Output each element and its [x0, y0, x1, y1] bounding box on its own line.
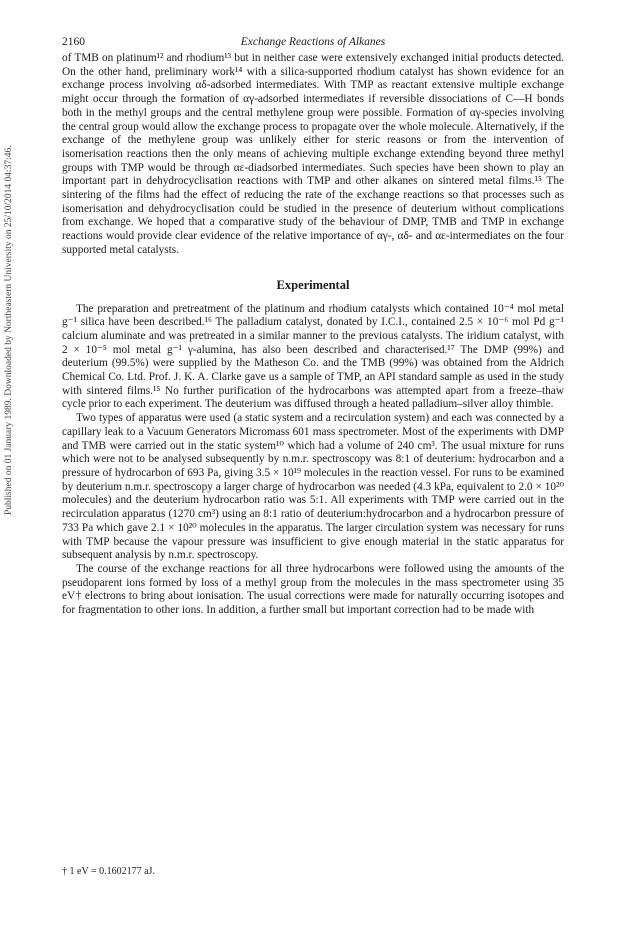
download-notice: Published on 01 January 1989. Downloaded by Northeastern University on 25/10/2014 04:37:46. — [4, 145, 14, 515]
page-content — [62, 36, 564, 618]
experimental-paragraph-1: The preparation and pretreatment of the platinum and rhodium catalysts which contained 10⁻⁴ mol metal g⁻¹ silica have been described.¹⁶ The palladium catalyst, donated by I.C.I., contained 2.5 × 10⁻⁶ mol Pd g⁻¹ calcium aluminate and was pretreated in a similar manner to the previous catalysts. The iridium catalyst, with 2 × 10⁻⁵ mol metal g⁻¹ γ-alumina, has also been described and characterised.¹⁷ The DMP (99%) and deuterium (99.5%) were supplied by the Matheson Co. and the TMB (99%) was obtained from the Aldrich Chemical Co. Ltd. Prof. J. K. A. Clarke gave us a sample of TMP, an API standard sample as used in the study with sintered films.¹⁵ No further purification of the hydrocarbons was attempted apart from a freeze–thaw cycle prior to each experiment. The deuterium was diffused through a heated palladium–silver alloy thimble. — [62, 302, 564, 411]
page-number: 2160 — [62, 36, 85, 48]
intro-paragraph: of TMB on platinum¹² and rhodium¹³ but in neither case were extensively exchanged initial products detected. On the other hand, preliminary work¹⁴ with a silica-supported rhodium catalyst has shown evidence for an exchange process involving αδ-adsorbed intermediates. With TMP as reactant extensive multiple exchange might occur through the formation of αγ-adsorbed intermediates if reversible dissociations of C—H bonds both in the methyl groups and the central methylene group were possible. Formation of αγ-species involving the central group would allow the exchange process to propagate over the whole molecule. Alternatively, if the exchange of the methylene group was unlikely either for steric reasons or from the intervention of isomerisation reactions then the only means of achieving multiple exchange extending beyond three methyl groups with TMP would be through αε-diadsorbed intermediates. Such species have been shown to play an important part in dehydrocyclisation reactions with TMP and other alkanes on sintered metal films.¹⁵ The sintering of the films had the effect of reducing the rate of the exchange reactions so that processes such as isomerisation and dehydrocyclisation could be studied in the presence of deuterium without complications from exchange. We hoped that a comparative study of the behaviour of DMP, TMB and TMP in exchange reactions would provide clear evidence of the relative importance of αγ-, αδ- and αε-intermediates on the four supported metal catalysts. — [62, 52, 564, 256]
footnote: † 1 eV = 0.1602177 aJ. — [62, 866, 155, 877]
running-title: Exchange Reactions of Alkanes — [240, 36, 386, 48]
experimental-paragraph-3: The course of the exchange reactions for all three hydrocarbons were followed using the amounts of the pseudoparent ions formed by loss of a methyl group from the molecules in the mass spectrometer using 35 eV† electrons to bring about ionisation. The usual corrections were made for naturally occurring isotopes and for fragmentation to other ions. In addition, a further small but important correction had to be made with — [62, 562, 564, 617]
experimental-paragraph-2: Two types of apparatus were used (a static system and a recirculation system) and each was connected by a capillary leak to a Vacuum Generators Micromass 601 mass spectrometer. Most of the experiments with DMP and TMB were carried out in the static system¹⁰ which had a volume of 240 cm³. The usual mixture for runs which were not to be analysed subsequently by n.m.r. spectroscopy was 8:1 of deuterium: hydrocarbon and a pressure of hydrocarbon of 693 Pa, giving 3.5 × 10¹⁹ molecules in the reaction vessel. For runs to be examined by deuterium n.m.r. spectroscopy a larger charge of hydrocarbon was needed (4.3 kPa, equivalent to 2.0 × 10²⁰ molecules) and the deuterium hydrocarbon ratio was 5:1. All experiments with TMP were carried out in the recirculation apparatus (1270 cm³) using an 8:1 ratio of deuterium:hydrocarbon and a hydrocarbon pressure of 733 Pa which gave 2.1 × 10²⁰ molecules in the apparatus. The larger circulation system was necessary for runs with TMP because the vapour pressure was insufficient to give enough material in the static apparatus for subsequent analysis by n.m.r. spectroscopy. — [62, 412, 564, 562]
page-header — [62, 36, 564, 52]
section-heading: Experimental — [276, 277, 350, 292]
